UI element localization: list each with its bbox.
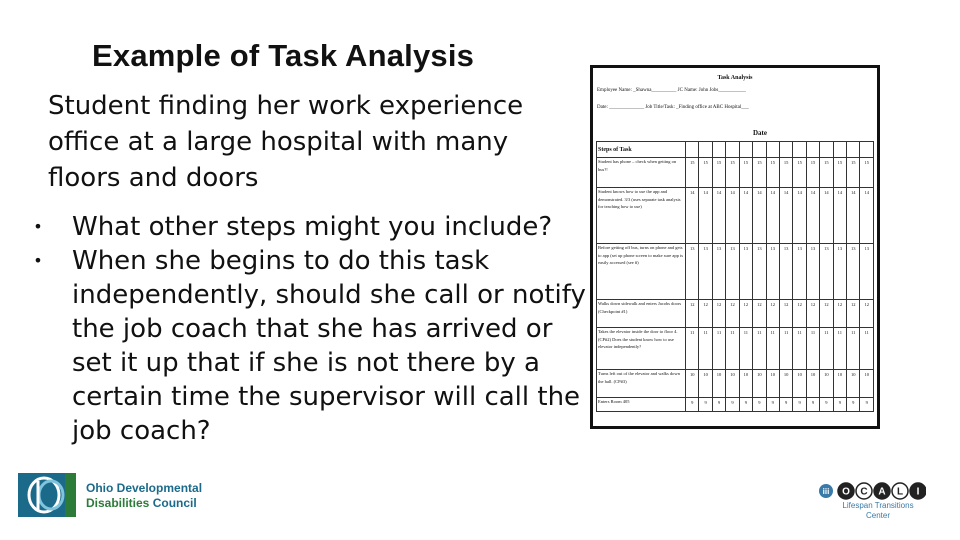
step-cell: Walks down sidewalk and enters Jacobs doors (Checkpoint #1) bbox=[597, 300, 686, 328]
score-cell: 13 bbox=[726, 244, 739, 300]
odd-name-line2 bbox=[86, 496, 202, 511]
score-cell: 15 bbox=[712, 158, 725, 188]
score-cell: 13 bbox=[753, 244, 766, 300]
score-cell: 10 bbox=[860, 370, 874, 398]
score-cell: 15 bbox=[779, 158, 792, 188]
score-cell: 15 bbox=[847, 158, 860, 188]
table-row bbox=[597, 328, 874, 370]
score-cell: 10 bbox=[806, 370, 819, 398]
table-row bbox=[597, 370, 874, 398]
step-cell: Before getting off bus, turns on phone and gets to app (set up phone screen to make sure app is easily accessed (see #) bbox=[597, 244, 686, 300]
step-cell: Takes the elevator inside the door to floor 4. (CP#2) Does the student know how to use elevator independently? bbox=[597, 328, 686, 370]
bullet-text: When she begins to do this task independently, should she call or notify the job coach that she has arrived or set it up that if she is not there by a certain time the supervisor will call the job coach? bbox=[72, 246, 586, 446]
score-cell: 9 bbox=[860, 398, 874, 412]
step-cell: Turns left out of the elevator and walks down the hall. (CP#3) bbox=[597, 370, 686, 398]
score-cell: 10 bbox=[820, 370, 833, 398]
bullet-text: What other steps might you include? bbox=[72, 212, 553, 242]
score-cell: 12 bbox=[847, 300, 860, 328]
ocali-letter: A bbox=[878, 486, 886, 498]
score-cell: 12 bbox=[806, 300, 819, 328]
sheet-employee-line: Employee Name: _Shawna__________ JC Name: John Jobs___________ bbox=[597, 88, 746, 93]
score-cell: 15 bbox=[833, 158, 846, 188]
score-cell: 15 bbox=[726, 158, 739, 188]
score-cell: 11 bbox=[806, 328, 819, 370]
sheet-date-header: Date bbox=[753, 129, 767, 137]
task-analysis-sheet bbox=[590, 65, 880, 429]
score-cell: 13 bbox=[766, 244, 779, 300]
score-cell: 12 bbox=[793, 300, 806, 328]
bullet-dot-icon: • bbox=[33, 217, 43, 236]
score-cell: 14 bbox=[847, 188, 860, 244]
score-cell: 10 bbox=[699, 370, 712, 398]
date-column-header bbox=[712, 142, 725, 158]
score-cell: 11 bbox=[847, 328, 860, 370]
score-cell: 15 bbox=[766, 158, 779, 188]
bullet-list bbox=[28, 210, 588, 448]
score-cell: 15 bbox=[793, 158, 806, 188]
date-column-header bbox=[820, 142, 833, 158]
date-column-header bbox=[779, 142, 792, 158]
score-cell: 13 bbox=[847, 244, 860, 300]
step-cell: Student knows how to use the app and demonstrated. 3/3 (uses separate task analysis for teaching how to use) bbox=[597, 188, 686, 244]
score-cell: 10 bbox=[779, 370, 792, 398]
score-cell: 12 bbox=[779, 300, 792, 328]
score-cell: 15 bbox=[686, 158, 699, 188]
bullet-item bbox=[28, 210, 588, 244]
score-cell: 10 bbox=[793, 370, 806, 398]
score-cell: 12 bbox=[766, 300, 779, 328]
slide-subtitle: Student finding her work experience office at a large hospital with many floors and doors bbox=[48, 91, 524, 193]
score-cell: 14 bbox=[686, 188, 699, 244]
ocali-line2: Center bbox=[865, 511, 890, 520]
score-cell: 11 bbox=[820, 328, 833, 370]
score-cell: 14 bbox=[860, 188, 874, 244]
score-cell: 13 bbox=[779, 244, 792, 300]
date-column-header bbox=[847, 142, 860, 158]
score-cell: 12 bbox=[739, 300, 752, 328]
score-cell: 14 bbox=[712, 188, 725, 244]
score-cell: 12 bbox=[726, 300, 739, 328]
score-cell: 9 bbox=[833, 398, 846, 412]
score-cell: 15 bbox=[860, 158, 874, 188]
score-cell: 13 bbox=[820, 244, 833, 300]
score-cell: 14 bbox=[833, 188, 846, 244]
score-cell: 10 bbox=[753, 370, 766, 398]
score-cell: 9 bbox=[739, 398, 752, 412]
steps-header: Steps of Task bbox=[597, 142, 686, 158]
score-cell: 11 bbox=[712, 328, 725, 370]
odd-council-name bbox=[86, 481, 202, 511]
score-cell: 11 bbox=[739, 328, 752, 370]
ocali-subtitle bbox=[838, 501, 918, 521]
ocali-letter: O bbox=[842, 486, 850, 498]
table-row bbox=[597, 398, 874, 412]
score-cell: 10 bbox=[739, 370, 752, 398]
step-cell: Student has phone – check when getting on bus?! bbox=[597, 158, 686, 188]
table-row bbox=[597, 300, 874, 328]
score-cell: 13 bbox=[806, 244, 819, 300]
table-row bbox=[597, 244, 874, 300]
score-cell: 13 bbox=[860, 244, 874, 300]
score-cell: 9 bbox=[806, 398, 819, 412]
score-cell: 13 bbox=[833, 244, 846, 300]
score-cell: 15 bbox=[806, 158, 819, 188]
score-cell: 14 bbox=[806, 188, 819, 244]
score-cell: 9 bbox=[753, 398, 766, 412]
score-cell: 10 bbox=[712, 370, 725, 398]
task-analysis-table bbox=[596, 141, 874, 412]
score-cell: 10 bbox=[726, 370, 739, 398]
odd-council-logo-icon bbox=[18, 473, 76, 517]
score-cell: 13 bbox=[739, 244, 752, 300]
score-cell: 10 bbox=[847, 370, 860, 398]
score-cell: 14 bbox=[753, 188, 766, 244]
score-cell: 10 bbox=[766, 370, 779, 398]
score-cell: 12 bbox=[699, 300, 712, 328]
odd-name-line1: Ohio Developmental bbox=[86, 481, 203, 495]
score-cell: 11 bbox=[833, 328, 846, 370]
score-cell: 9 bbox=[793, 398, 806, 412]
score-cell: 14 bbox=[739, 188, 752, 244]
date-column-header bbox=[833, 142, 846, 158]
date-column-header bbox=[806, 142, 819, 158]
score-cell: 12 bbox=[712, 300, 725, 328]
table-row bbox=[597, 188, 874, 244]
table-row bbox=[597, 158, 874, 188]
score-cell: 12 bbox=[686, 300, 699, 328]
sheet-title: Task Analysis bbox=[717, 75, 753, 81]
date-column-header bbox=[793, 142, 806, 158]
score-cell: 15 bbox=[753, 158, 766, 188]
score-cell: 11 bbox=[753, 328, 766, 370]
date-column-header bbox=[753, 142, 766, 158]
score-cell: 9 bbox=[820, 398, 833, 412]
score-cell: 11 bbox=[686, 328, 699, 370]
date-column-header bbox=[726, 142, 739, 158]
score-cell: 14 bbox=[793, 188, 806, 244]
odd-name-line2b: Council bbox=[149, 496, 197, 510]
date-column-header bbox=[766, 142, 779, 158]
score-cell: 15 bbox=[820, 158, 833, 188]
score-cell: 14 bbox=[699, 188, 712, 244]
bullet-dot-icon: • bbox=[33, 251, 43, 270]
date-column-header bbox=[860, 142, 874, 158]
ocali-letter: L bbox=[896, 486, 904, 498]
score-cell: 9 bbox=[686, 398, 699, 412]
slide-title: Example of Task Analysis bbox=[92, 38, 475, 73]
score-cell: 13 bbox=[686, 244, 699, 300]
score-cell: 11 bbox=[779, 328, 792, 370]
score-cell: 9 bbox=[847, 398, 860, 412]
score-cell: 9 bbox=[779, 398, 792, 412]
ocali-line1: Lifespan Transitions bbox=[842, 501, 914, 510]
score-cell: 9 bbox=[712, 398, 725, 412]
score-cell: 15 bbox=[699, 158, 712, 188]
score-cell: 11 bbox=[766, 328, 779, 370]
score-cell: 12 bbox=[753, 300, 766, 328]
score-cell: 10 bbox=[833, 370, 846, 398]
score-cell: 9 bbox=[726, 398, 739, 412]
score-cell: 13 bbox=[699, 244, 712, 300]
score-cell: 15 bbox=[739, 158, 752, 188]
score-cell: 11 bbox=[860, 328, 874, 370]
bullet-item bbox=[28, 244, 588, 448]
score-cell: 9 bbox=[766, 398, 779, 412]
odd-name-line2a: Disabilities bbox=[86, 496, 150, 510]
date-column-header bbox=[699, 142, 712, 158]
svg-text:iii: iii bbox=[822, 487, 830, 496]
ocali-letter: C bbox=[860, 486, 868, 498]
score-cell: 14 bbox=[766, 188, 779, 244]
sheet-date-line: Date: ______________ Job Title/Task: _Finding office at ABC Hospital___ bbox=[597, 105, 749, 110]
score-cell: 14 bbox=[726, 188, 739, 244]
score-cell: 12 bbox=[833, 300, 846, 328]
score-cell: 14 bbox=[779, 188, 792, 244]
score-cell: 10 bbox=[686, 370, 699, 398]
score-cell: 13 bbox=[712, 244, 725, 300]
ocali-letter: I bbox=[916, 486, 920, 498]
date-column-header bbox=[686, 142, 699, 158]
step-cell: Enters Room 405 bbox=[597, 398, 686, 412]
score-cell: 12 bbox=[820, 300, 833, 328]
score-cell: 14 bbox=[820, 188, 833, 244]
score-cell: 9 bbox=[699, 398, 712, 412]
score-cell: 11 bbox=[726, 328, 739, 370]
score-cell: 11 bbox=[793, 328, 806, 370]
score-cell: 11 bbox=[699, 328, 712, 370]
score-cell: 12 bbox=[860, 300, 874, 328]
date-column-header bbox=[739, 142, 752, 158]
score-cell: 13 bbox=[793, 244, 806, 300]
